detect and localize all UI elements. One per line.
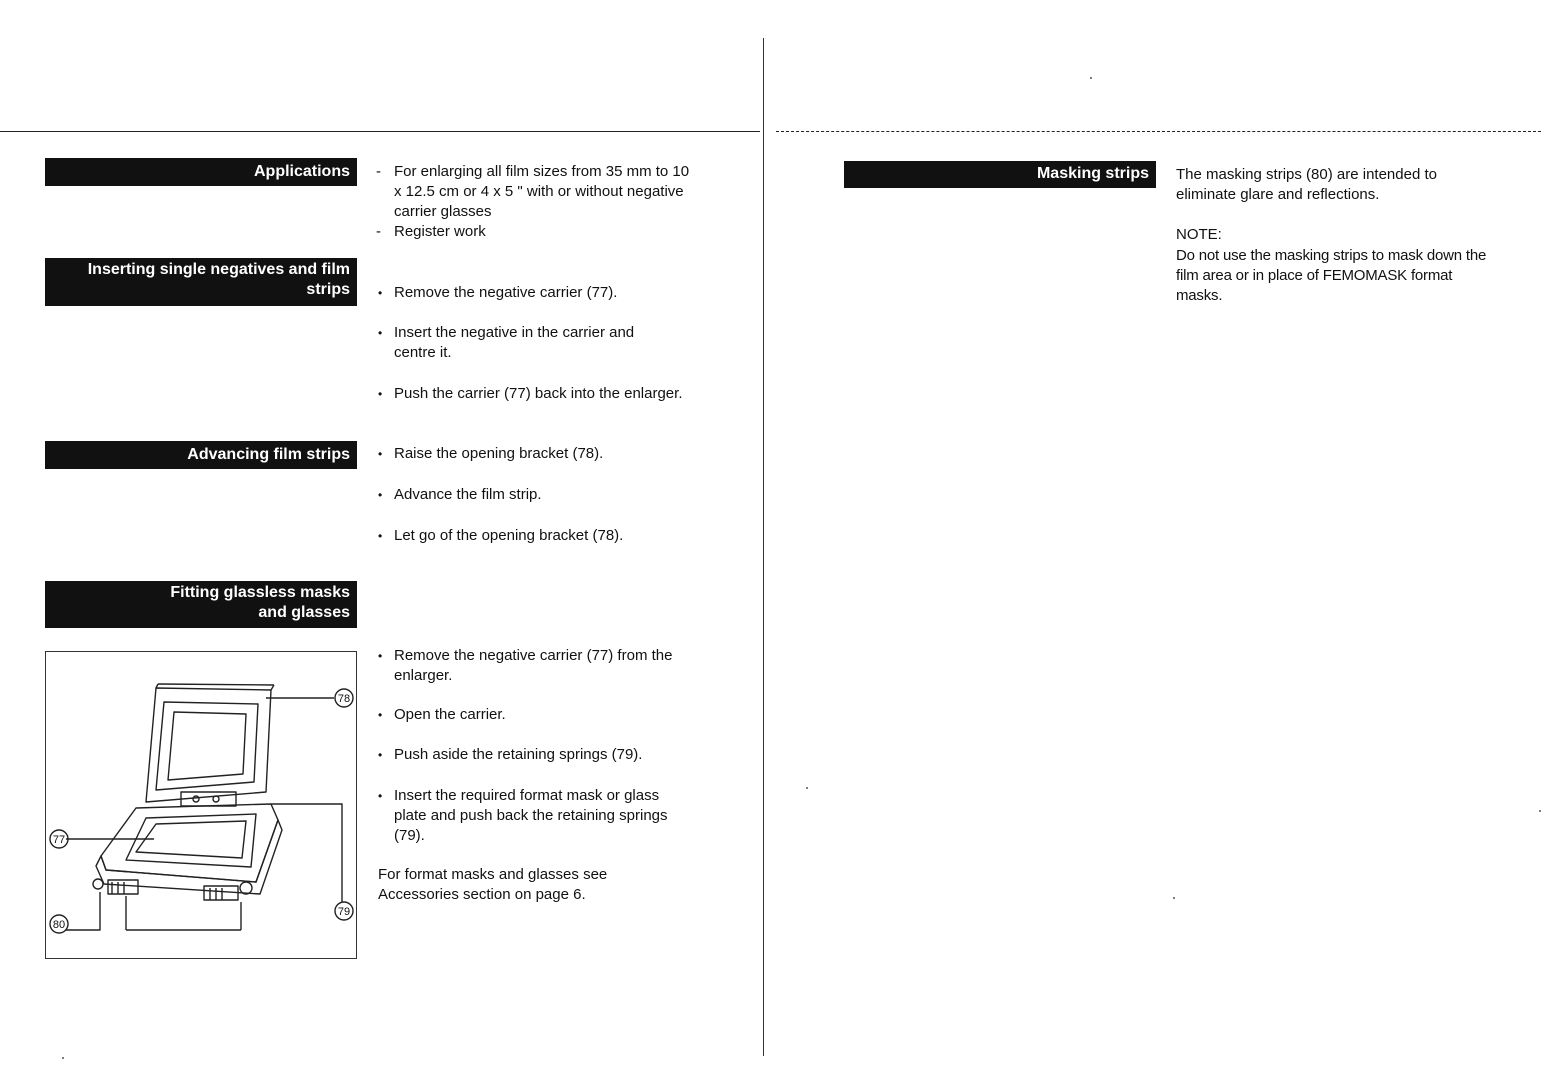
note-label: NOTE: (1176, 226, 1222, 243)
heading-fitting-masks (45, 581, 357, 628)
step-push-aside-springs: • Push aside the retaining springs (79). (376, 745, 694, 765)
step-advance-strip: • Advance the film strip. (376, 485, 694, 505)
scan-speck (1173, 897, 1175, 899)
negative-carrier-figure (45, 651, 357, 959)
left-page-top-rule (0, 131, 760, 132)
scan-speck (1090, 77, 1092, 79)
step-raise-bracket: • Raise the opening bracket (78). (376, 444, 694, 464)
heading-line: and glasses (258, 604, 350, 621)
accessories-note: For format masks and glasses see Accessories section on page 6. (378, 866, 608, 903)
heading-line: strips (306, 281, 350, 298)
note-text: Do not use the masking strips to mask down the film area or in place of FEMOMASK format masks. (1176, 247, 1487, 304)
callout-label: 78 (337, 693, 351, 705)
step-push-carrier: • Push the carrier (77) back into the enlarger. (376, 384, 684, 404)
right-page-top-rule (776, 131, 1541, 132)
list-item: - For enlarging all film sizes from 35 mm to 10 x 12.5 cm or 4 x 5 " with or without negative carrier glasses (376, 162, 696, 222)
masking-strips-body: The masking strips (80) are intended to eliminate glare and reflections. (1176, 166, 1437, 203)
step-remove-carrier: • Remove the negative carrier (77). (376, 283, 694, 303)
scan-speck (806, 787, 808, 789)
step-let-go-bracket: • Let go of the opening bracket (78). (376, 526, 694, 546)
negative-carrier-illustration (46, 652, 356, 958)
scan-speck (1539, 810, 1541, 812)
heading-advancing-film-strips: Advancing film strips (45, 441, 357, 469)
step-open-carrier: • Open the carrier. (376, 705, 694, 725)
heading-inserting-negatives (45, 258, 357, 306)
applications-list (376, 162, 696, 242)
scan-speck (62, 1057, 64, 1059)
page-fold-line (763, 38, 764, 1056)
callout-label: 77 (52, 834, 66, 846)
heading-applications: Applications (45, 158, 357, 186)
heading-line: Inserting single negatives and film (87, 261, 350, 278)
heading-masking-strips: Masking strips (844, 161, 1156, 188)
step-insert-negative: • Insert the negative in the carrier and centre it. (376, 323, 679, 363)
step-insert-format-mask: • Insert the required format mask or glass plate and push back the retaining springs (79). (376, 786, 694, 846)
callout-label: 80 (52, 919, 66, 931)
heading-line: Fitting glassless masks (170, 584, 350, 601)
step-remove-carrier-from-enlarger: • Remove the negative carrier (77) from the enlarger. (376, 646, 694, 686)
callout-label: 79 (337, 906, 351, 918)
list-item: - Register work (376, 222, 696, 242)
